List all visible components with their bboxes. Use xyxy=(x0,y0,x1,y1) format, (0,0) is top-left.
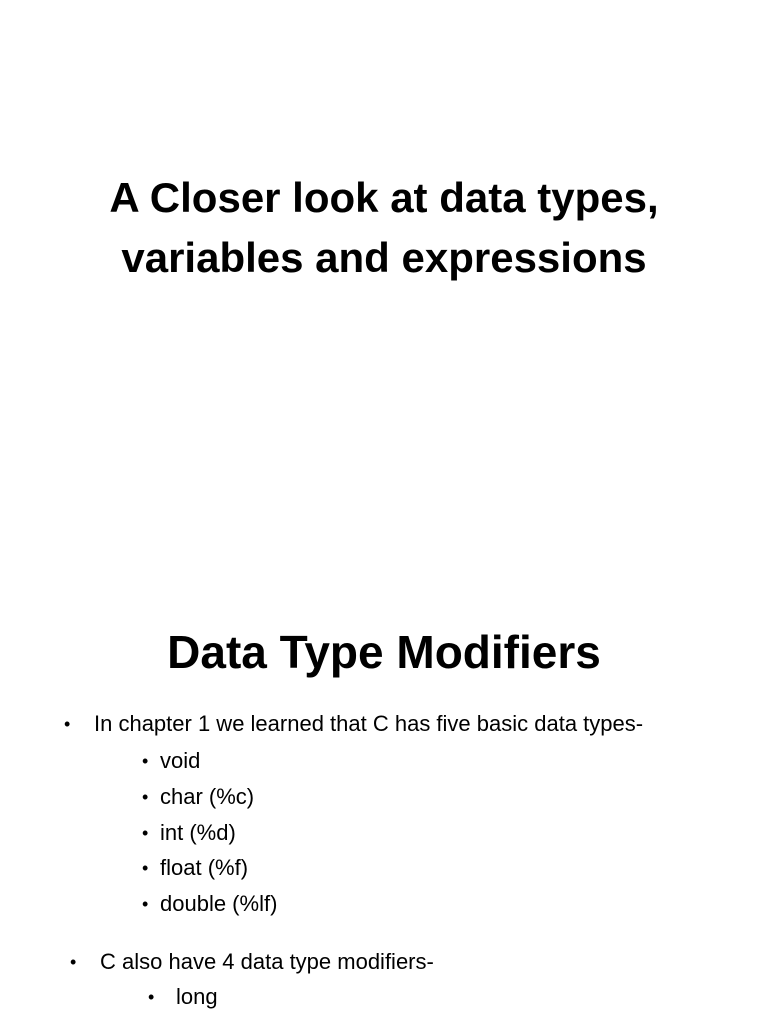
basic-type-label: void xyxy=(160,748,201,773)
bullet-modifiers-text: C also have 4 data type modifiers- xyxy=(100,949,434,974)
basic-type-item xyxy=(142,782,254,812)
basic-type-label: char (%c) xyxy=(160,784,255,809)
basic-type-label: float (%f) xyxy=(160,855,249,880)
basic-type-item xyxy=(142,818,236,848)
basic-type-item xyxy=(142,746,200,776)
basic-type-label: int (%d) xyxy=(160,820,236,845)
slide-1-title-line-1: A Closer look at data types, xyxy=(109,174,659,221)
bullet-dot: • xyxy=(64,714,71,734)
bullet-dot: • xyxy=(148,987,155,1007)
basic-type-item xyxy=(142,853,248,883)
bullet-dot: • xyxy=(142,823,149,843)
slide-1-title xyxy=(0,168,768,288)
slide-1-title-line-2: variables and expressions xyxy=(121,234,647,281)
slide-2-title: Data Type Modifiers xyxy=(167,626,601,678)
bullet-modifiers xyxy=(70,947,434,977)
bullet-dot: • xyxy=(142,894,149,914)
bullet-dot: • xyxy=(142,858,149,878)
modifier-item xyxy=(148,982,218,1012)
basic-type-label: double (%lf) xyxy=(160,891,278,916)
slide-2 xyxy=(0,576,768,1024)
bullet-dot: • xyxy=(70,952,77,972)
bullet-dot: • xyxy=(142,787,149,807)
basic-type-item xyxy=(142,889,277,919)
bullet-intro xyxy=(64,709,643,739)
bullet-intro-text: In chapter 1 we learned that C has five basic data types- xyxy=(94,711,644,736)
modifier-label: long xyxy=(176,984,218,1009)
bullet-dot: • xyxy=(142,751,149,771)
